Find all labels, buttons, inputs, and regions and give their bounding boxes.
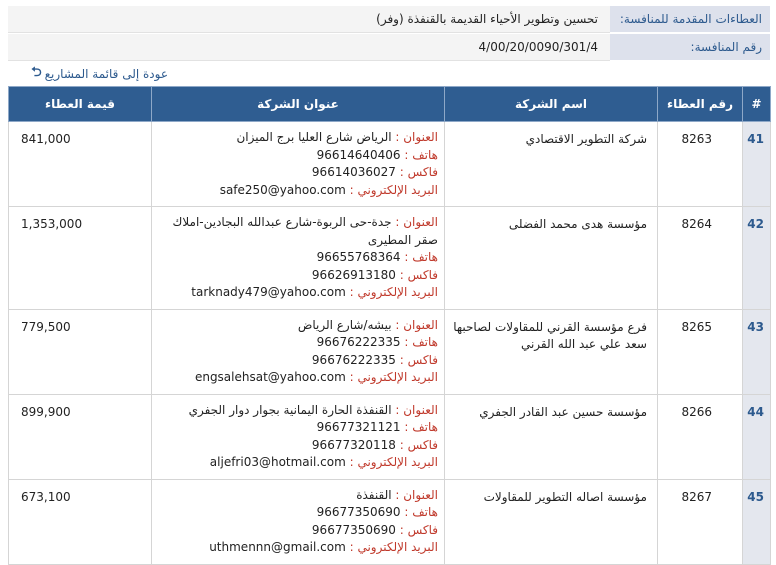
address-line (158, 129, 438, 147)
phone-value: 96677321121 (316, 420, 401, 434)
email-line (158, 539, 438, 557)
header-bid-value[interactable]: قيمة العطاء (9, 87, 152, 122)
phone-value: 96676222335 (316, 335, 401, 349)
fax-line (158, 164, 438, 182)
email-label: البريد الإلكتروني : (349, 540, 438, 554)
email-label: البريد الإلكتروني : (349, 285, 438, 299)
email-line (158, 182, 438, 200)
phone-label: هاتف : (404, 505, 438, 519)
bid-value: 899,900 (9, 394, 152, 479)
fax-label: فاكس : (399, 267, 438, 282)
email-value: tarknady479@yahoo.com (191, 285, 346, 299)
company-name: مؤسسة هدى محمد الفضلى (445, 207, 658, 310)
bid-number: 8264 (658, 207, 743, 310)
header-company-name[interactable]: اسم الشركة (445, 87, 658, 122)
bid-value: 779,500 (9, 309, 152, 394)
email-line (158, 284, 438, 302)
fax-label: فاكس : (399, 522, 438, 537)
table-row (9, 479, 771, 564)
phone-line (158, 334, 438, 352)
bid-value: 1,353,000 (9, 207, 152, 310)
fax-line (158, 352, 438, 370)
address-value: الرياض شارع العليا برج الميزان (236, 130, 392, 144)
phone-value: 96677350690 (316, 505, 401, 519)
company-name: فرع مؤسسة القرني للمقاولات لصاحبها سعد علي عبد الله القرني (445, 309, 658, 394)
bid-value: 841,000 (9, 122, 152, 207)
fax-value: 96677320118 (311, 437, 396, 452)
competition-title-row (8, 6, 770, 33)
address-label: العنوان : (395, 215, 438, 229)
competition-number-label: رقم المنافسة: (610, 34, 770, 61)
phone-line (158, 147, 438, 165)
phone-label: هاتف : (404, 335, 438, 349)
header-bid-number[interactable]: رقم العطاء (658, 87, 743, 122)
row-index[interactable]: 45 (743, 479, 771, 564)
bid-number: 8265 (658, 309, 743, 394)
competition-title-value: تحسين وتطوير الأحياء القديمة بالقنفذة (وفر) (8, 6, 610, 33)
row-index[interactable]: 44 (743, 394, 771, 479)
fax-label: فاكس : (399, 165, 438, 179)
table-header-row (9, 87, 771, 122)
bid-number: 8263 (658, 122, 743, 207)
header-index[interactable]: # (743, 87, 771, 122)
table-row (9, 207, 771, 310)
phone-line (158, 249, 438, 267)
table-row (9, 122, 771, 207)
back-link-label[interactable]: عودة إلى قائمة المشاريع (44, 67, 168, 81)
fax-value: 96614036027 (311, 165, 396, 179)
address-value: بيشه/شارع الرياض (297, 317, 392, 332)
fax-label: فاكس : (399, 352, 438, 367)
address-label: العنوان : (395, 130, 438, 144)
header-company-address[interactable]: عنوان الشركة (152, 87, 445, 122)
address-line (158, 214, 438, 249)
address-label: العنوان : (395, 317, 438, 332)
bids-table (8, 86, 771, 565)
company-address-cell (152, 479, 445, 564)
bid-value: 673,100 (9, 479, 152, 564)
address-value: جدة-حى الربوة-شارع عبدالله البجادين-املاك صقر المطيرى (172, 215, 438, 247)
fax-label: فاكس : (399, 437, 438, 452)
competition-title-label: العطاءات المقدمة للمنافسة: (610, 6, 770, 33)
phone-line (158, 504, 438, 522)
fax-value: 96626913180 (311, 267, 396, 282)
company-address-cell (152, 309, 445, 394)
email-value: engsalehsat@yahoo.com (194, 370, 346, 384)
email-label: البريد الإلكتروني : (349, 182, 438, 197)
row-index[interactable]: 43 (743, 309, 771, 394)
address-line (158, 487, 438, 505)
email-value: aljefri03@hotmail.com (209, 455, 346, 469)
address-line (158, 402, 438, 420)
phone-label: هاتف : (404, 250, 438, 264)
phone-line (158, 419, 438, 437)
table-row (9, 394, 771, 479)
bid-number: 8267 (658, 479, 743, 564)
phone-value: 96614640406 (316, 147, 401, 162)
company-name: شركة التطوير الاقتصادي (445, 122, 658, 207)
phone-value: 96655768364 (316, 250, 401, 264)
phone-label: هاتف : (404, 420, 438, 434)
address-line (158, 317, 438, 335)
row-index[interactable]: 42 (743, 207, 771, 310)
back-arrow-icon[interactable]: ⮌ (31, 65, 42, 80)
email-value: safe250@yahoo.com (219, 182, 346, 197)
email-label: البريد الإلكتروني : (349, 370, 438, 384)
email-value: uthmennn@gmail.com (209, 540, 346, 554)
company-address-cell (152, 207, 445, 310)
email-line (158, 454, 438, 472)
table-row (9, 309, 771, 394)
email-label: البريد الإلكتروني : (349, 455, 438, 469)
fax-line (158, 267, 438, 285)
address-value: القنفذة الحارة اليمانية بجوار دوار الجفري (188, 402, 392, 417)
address-label: العنوان : (395, 402, 438, 417)
address-value: القنفذة (356, 487, 392, 502)
fax-line (158, 522, 438, 540)
company-address-cell (152, 122, 445, 207)
fax-line (158, 437, 438, 455)
address-label: العنوان : (395, 487, 438, 502)
fax-value: 96677350690 (311, 522, 396, 537)
competition-number-value: 4/00/20/0090/301/4 (8, 34, 610, 61)
fax-value: 96676222335 (311, 352, 396, 367)
back-to-projects-link[interactable] (31, 63, 168, 85)
phone-label: هاتف : (404, 147, 438, 162)
company-address-cell (152, 394, 445, 479)
bid-number: 8266 (658, 394, 743, 479)
row-index[interactable]: 41 (743, 122, 771, 207)
competition-number-row (8, 34, 770, 61)
company-name: مؤسسة اصاله التطوير للمقاولات (445, 479, 658, 564)
company-name: مؤسسة حسين عبد القادر الجفري (445, 394, 658, 479)
email-line (158, 369, 438, 387)
